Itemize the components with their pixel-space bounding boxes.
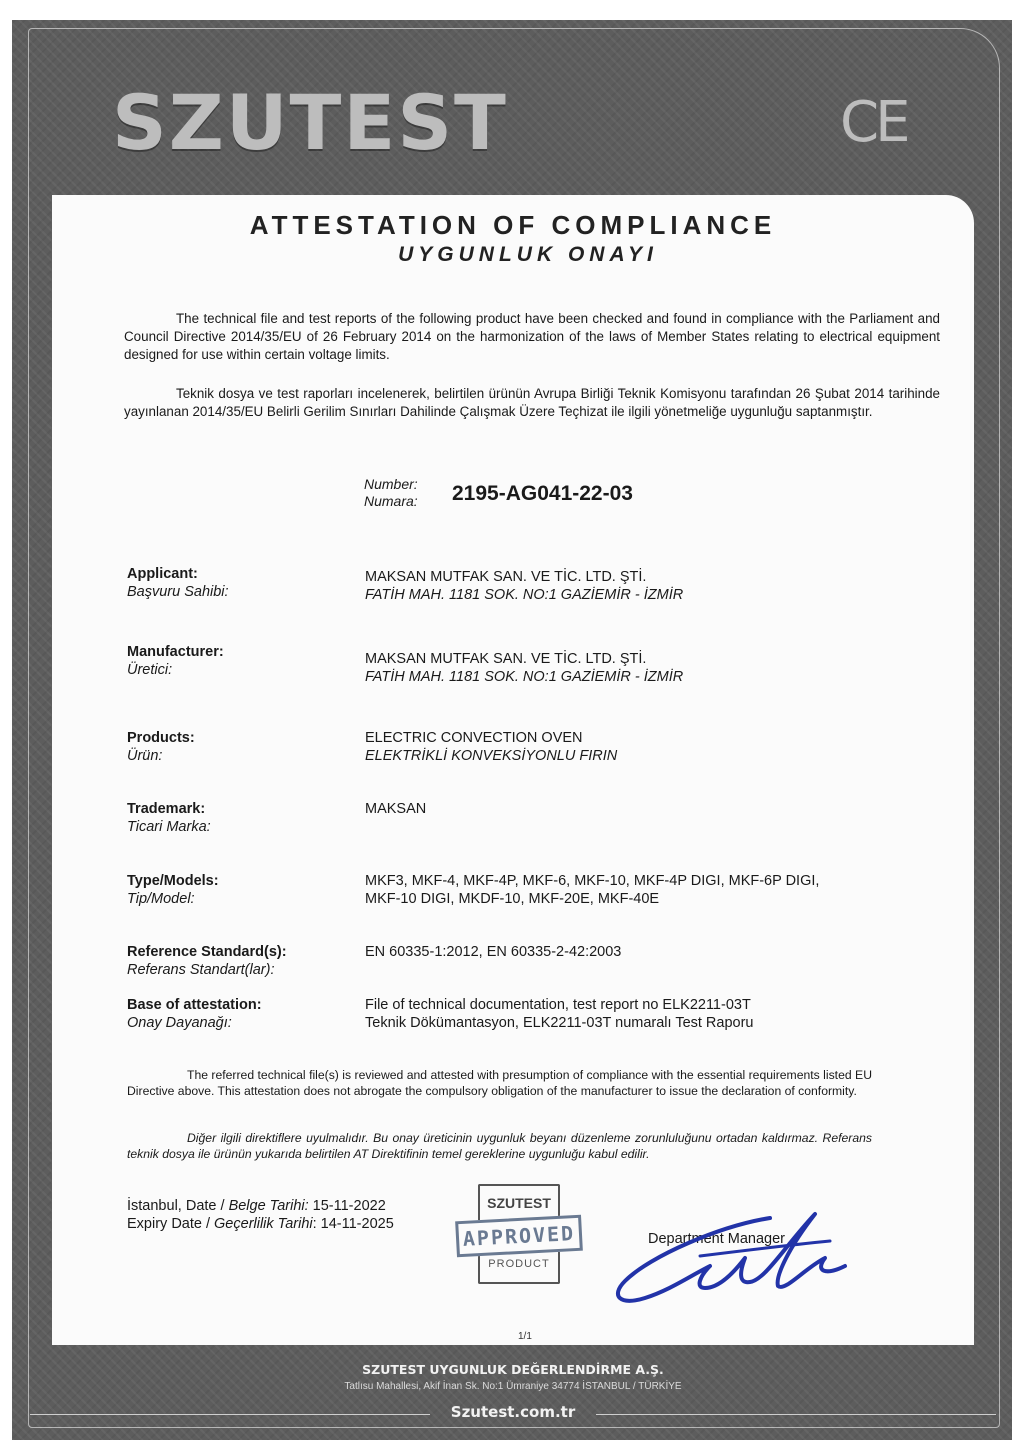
footer-address: Tatlısu Mahallesi, Akif İnan Sk. No:1 Ümraniye 34774 İSTANBUL / TÜRKİYE [344,1381,682,1392]
certificate-subtitle: UYGUNLUK ONAYI [398,243,658,266]
base-value [365,996,754,1032]
product-name-tr: ELEKTRİKLİ KONVEKSİYONLU FIRIN [365,748,618,764]
stamp-top: SZUTEST [478,1184,560,1220]
standards-label [127,943,287,979]
applicant-value [365,568,683,604]
manufacturer-label-tr: Üretici: [127,662,173,678]
applicant-name: MAKSAN MUTFAK SAN. VE TİC. LTD. ŞTİ. [365,569,647,585]
products-label [127,729,195,765]
signature [600,1196,860,1316]
certificate-title: ATTESTATION OF COMPLIANCE [249,210,777,240]
footer-rule-right [596,1414,996,1415]
products-value [365,729,617,765]
dates-block [127,1197,394,1233]
certificate-paper [52,195,974,1345]
ce-mark: CE [840,90,907,155]
base-label-en: Base of attestation: [127,997,262,1013]
number-label-tr: Numara: [364,493,418,509]
manufacturer-value [365,650,683,686]
trademark-name: MAKSAN [365,801,427,817]
models-label [127,872,219,908]
certificate-number: 2195-AG041-22-03 [452,482,633,505]
product-name-en: ELECTRIC CONVECTION OVEN [365,730,583,746]
approved-stamp [456,1184,580,1284]
applicant-address: FATİH MAH. 1181 SOK. NO:1 GAZİEMİR - İZMİR [365,587,684,603]
manufacturer-label [127,643,224,679]
standards-list: EN 60335-1:2012, EN 60335-2-42:2003 [365,944,622,960]
trademark-value [365,800,426,818]
intro-turkish: Teknik dosya ve test raporları incelenerek, belirtilen ürünün Avrupa Birliği Teknik Komisyonu tarafından 26 Şubat 2014 tarihinde yayınlanan 2014/35/EU Belirli Gerilim Sınırları Dahilinde Çalışmak Üzere Teçhizat ile ilgili yönetmeliğe uygunluğu saptanmıştır. [124,386,940,419]
models-line-1: MKF3, MKF-4, MKF-4P, MKF-6, MKF-10, MKF-4P DIGI, MKF-6P DIGI, [365,873,820,889]
products-label-en: Products: [127,730,195,746]
models-line-2: MKF-10 DIGI, MKDF-10, MKF-20E, MKF-40E [365,891,660,907]
expiry-date-line: Expiry Date / Geçerlilik Tarihi: 14-11-2025 [127,1216,394,1232]
note-english: The referred technical file(s) is reviewed and attested with presumption of compliance with the essential requirements listed EU Directive above. This attestation does not abrogate the compulsory obligation of the manufacturer to issue the declaration of conformity. [127,1068,872,1098]
trademark-label-tr: Ticari Marka: [127,819,211,835]
stamp-approved: APPROVED [455,1215,583,1258]
footer-company: SZUTEST UYGUNLUK DEĞERLENDİRME A.Ş. [362,1362,664,1377]
models-label-tr: Tip/Model: [127,891,195,907]
page-number: 1/1 [518,1331,532,1342]
models-value [365,872,819,908]
szutest-logo: SZUTEST [112,78,508,167]
standards-label-tr: Referans Standart(lar): [127,962,275,978]
trademark-label [127,800,211,836]
base-label [127,996,262,1032]
standards-value [365,943,621,961]
applicant-label-en: Applicant: [127,566,198,582]
department-manager-label: Department Manager [648,1231,786,1247]
issue-date-line: İstanbul, Date / Belge Tarihi: 15-11-2022 [127,1198,386,1214]
applicant-label [127,565,229,601]
trademark-label-en: Trademark: [127,801,206,817]
base-line-tr: Teknik Dökümantasyon, ELK2211-03T numaralı Test Raporu [365,1015,754,1031]
models-label-en: Type/Models: [127,873,219,889]
intro-english: The technical file and test reports of the following product have been checked and found in compliance with the Parliament and Council Directive 2014/35/EU of 26 February 2014 on the harmonization of the laws of Member States relating to electrical equipment designed for use within certain voltage limits. [124,311,940,362]
footer-website: Szutest.com.tr [450,1403,576,1421]
products-label-tr: Ürün: [127,748,163,764]
manufacturer-name: MAKSAN MUTFAK SAN. VE TİC. LTD. ŞTİ. [365,651,647,667]
standards-label-en: Reference Standard(s): [127,944,287,960]
number-label-en: Number: [364,476,418,492]
applicant-label-tr: Başvuru Sahibi: [127,584,229,600]
number-labels [364,476,418,510]
manufacturer-address: FATİH MAH. 1181 SOK. NO:1 GAZİEMİR - İZMİR [365,669,684,685]
base-label-tr: Onay Dayanağı: [127,1015,232,1031]
note-turkish: Diğer ilgili direktiflere uyulmalıdır. Bu onay üreticinin uygunluk beyanı düzenleme zorunluluğunu ortadan kaldırmaz. Referans teknik dosya ile ürünün yukarıda belirtilen AT Direktifinin temel gereklerine uygunluğu kabul edilir. [127,1131,872,1161]
base-line-en: File of technical documentation, test report no ELK2211-03T [365,997,751,1013]
manufacturer-label-en: Manufacturer: [127,644,224,660]
stamp-bottom: PRODUCT [478,1252,560,1284]
